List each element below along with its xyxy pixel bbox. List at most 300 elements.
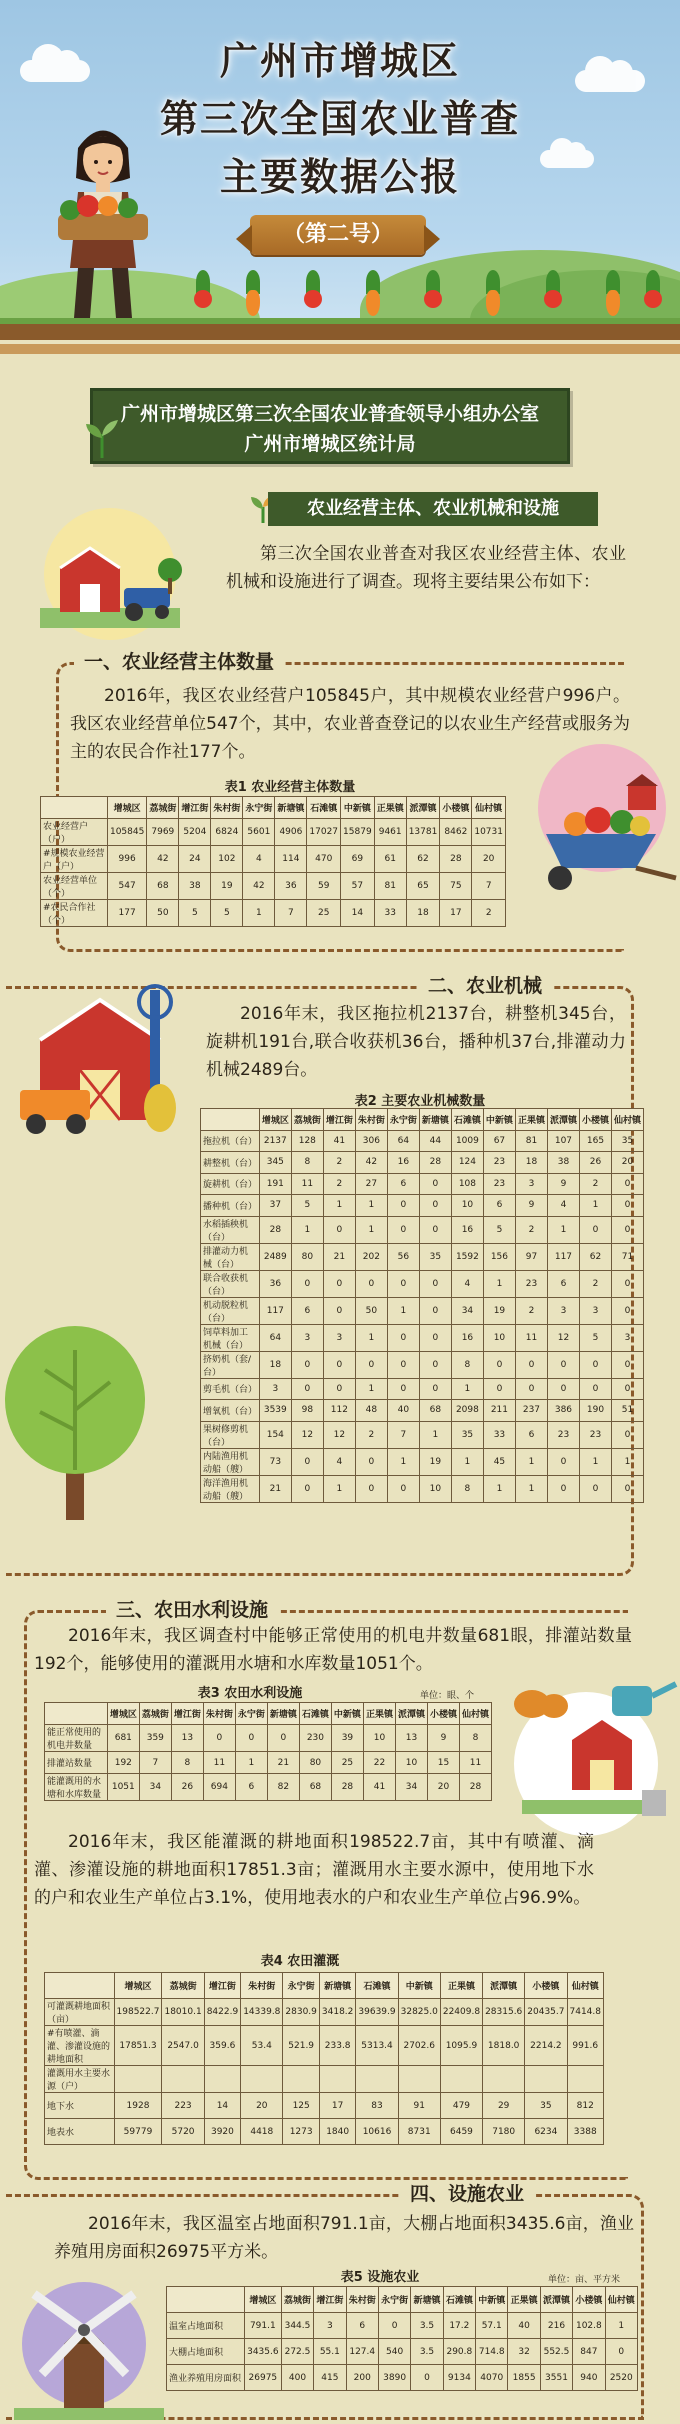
table-column-header: 石滩镇 <box>299 1703 331 1725</box>
table-cell: 8 <box>459 1725 491 1752</box>
table-cell: 3 <box>314 2313 346 2339</box>
table-cell <box>283 2066 320 2093</box>
table-row-label: 能正常使用的机电井数量 <box>45 1725 108 1752</box>
table-cell: 0 <box>419 1297 451 1324</box>
table-column-header: 中新镇 <box>483 1109 515 1131</box>
table-cell: 812 <box>567 2093 604 2119</box>
table-cell: 28 <box>459 1774 491 1801</box>
table-cell: 0 <box>387 1475 419 1502</box>
table-cell: 22409.8 <box>440 1999 482 2026</box>
table-cell: 2 <box>579 1173 611 1195</box>
table-cell: 306 <box>355 1130 387 1152</box>
tomato-icon <box>640 270 666 320</box>
table-cell: 0 <box>355 1351 387 1378</box>
table-cell: 5313.4 <box>356 2026 398 2066</box>
table-cell: 23 <box>483 1173 515 1195</box>
table-corner-cell <box>41 797 108 819</box>
table-cell: 3 <box>579 1297 611 1324</box>
table1 <box>40 796 506 927</box>
table-column-header: 中新镇 <box>341 797 375 819</box>
table-cell: 0 <box>291 1475 323 1502</box>
table-cell: 0 <box>291 1378 323 1400</box>
section2-paragraph: 2016年末，我区拖拉机2137台，耕整机345台，旋耕机191台,联合收获机36台，播种机37台,排灌动力机械2489台。 <box>206 1004 626 1080</box>
table-row-label: 温室占地面积 <box>167 2313 245 2339</box>
table-cell: 8731 <box>398 2119 440 2145</box>
table-row <box>45 2066 604 2093</box>
table-cell: 20435.7 <box>525 1999 567 2026</box>
table-row-label: 内陆渔用机动船（艘） <box>201 1448 260 1475</box>
table-cell: 0 <box>579 1378 611 1400</box>
table-column-header: 小楼镇 <box>579 1109 611 1131</box>
table-cell: 36 <box>259 1270 291 1297</box>
table-cell: 11 <box>291 1173 323 1195</box>
table-cell: 117 <box>547 1243 579 1270</box>
table-row <box>201 1195 644 1217</box>
farm-scene-icon <box>20 508 200 640</box>
table-cell: 35 <box>525 2093 567 2119</box>
table-cell: 21 <box>323 1243 355 1270</box>
table-column-header: 新塘镇 <box>275 797 307 819</box>
section4-heading: 四、设施农业 <box>400 2180 534 2208</box>
table-cell: 56 <box>387 1243 419 1270</box>
table-row-label: 农业经营单位（个） <box>41 873 108 900</box>
table-cell: 44 <box>419 1130 451 1152</box>
table-cell: 0 <box>411 2365 443 2391</box>
table-cell: 996 <box>107 846 146 873</box>
table-cell: 0 <box>547 1378 579 1400</box>
table-cell: 5 <box>179 900 211 927</box>
table-cell: 191 <box>259 1173 291 1195</box>
table-column-header: 朱村街 <box>203 1703 235 1725</box>
table-cell: 20 <box>611 1152 643 1174</box>
table-row <box>201 1173 644 1195</box>
table-cell: 65 <box>406 873 440 900</box>
table-cell: 1928 <box>114 2093 162 2119</box>
table-cell: 0 <box>611 1475 643 1502</box>
issue-ribbon: （第二号） <box>250 215 426 255</box>
table-row <box>201 1448 644 1475</box>
table-row-label: 剪毛机（台） <box>201 1378 260 1400</box>
table-cell: 2 <box>355 1421 387 1448</box>
table-cell: 2 <box>472 900 506 927</box>
table-column-header: 荔城街 <box>162 1973 204 1999</box>
section3-paragraph1: 2016年末，我区调查村中能够正常使用的机电井数量681眼，排灌站数量192个，能够使用的灌溉用水塘和水库数量1051个。 <box>34 1626 632 1674</box>
table-cell: 14 <box>204 2093 241 2119</box>
table-cell: 6234 <box>525 2119 567 2145</box>
table-cell: 0 <box>547 1448 579 1475</box>
table-column-header: 增城区 <box>107 797 146 819</box>
table-cell: 32825.0 <box>398 1999 440 2026</box>
table-cell <box>319 2066 356 2093</box>
table-column-header: 新塘镇 <box>411 2287 443 2313</box>
table-cell: 9461 <box>374 819 406 846</box>
table-cell: 7 <box>139 1752 171 1774</box>
section1-heading: 一、农业经营主体数量 <box>74 648 284 676</box>
table-cell: 8422.9 <box>204 1999 241 2026</box>
table-cell: 105845 <box>107 819 146 846</box>
table-cell: 177 <box>107 900 146 927</box>
table-cell: 1 <box>451 1448 483 1475</box>
table-cell: 73 <box>259 1448 291 1475</box>
table-cell: 15 <box>427 1752 459 1774</box>
table-cell: 81 <box>515 1130 547 1152</box>
table-row-label: #有喷灌、滴灌、渗灌设施的耕地面积 <box>45 2026 115 2066</box>
table-cell: 102.8 <box>573 2313 605 2339</box>
table-cell: 19 <box>211 873 243 900</box>
table-corner-cell <box>45 1973 115 1999</box>
table-cell: 237 <box>515 1400 547 1422</box>
table-cell <box>114 2066 162 2093</box>
table-cell: 23 <box>547 1421 579 1448</box>
table-cell: 400 <box>281 2365 313 2391</box>
table-cell: 0 <box>483 1378 515 1400</box>
table-cell: 3.5 <box>411 2339 443 2365</box>
table-cell: 124 <box>451 1152 483 1174</box>
table-cell: 28315.6 <box>483 1999 525 2026</box>
table-cell: 13 <box>395 1725 427 1752</box>
table-cell: 5 <box>483 1216 515 1243</box>
table-cell: 3418.2 <box>319 1999 356 2026</box>
table-cell: 0 <box>515 1351 547 1378</box>
table-column-header: 派潭镇 <box>483 1973 525 1999</box>
table-cell: 0 <box>378 2313 410 2339</box>
table-cell: 1 <box>515 1475 547 1502</box>
table-cell: 11 <box>515 1324 547 1351</box>
table-cell: 112 <box>323 1400 355 1422</box>
table-cell: 0 <box>579 1351 611 1378</box>
table-cell <box>525 2066 567 2093</box>
windmill-icon <box>14 2264 164 2420</box>
table-cell: 233.8 <box>319 2026 356 2066</box>
table-cell: 21 <box>259 1475 291 1502</box>
tomato-icon <box>190 270 216 320</box>
table-row-label: 排灌动力机械（台） <box>201 1243 260 1270</box>
table-cell: 35 <box>451 1421 483 1448</box>
table-cell: 1 <box>483 1475 515 1502</box>
table-cell: 13 <box>171 1725 203 1752</box>
table-cell: 19 <box>483 1297 515 1324</box>
table-cell <box>356 2066 398 2093</box>
table-cell: 39 <box>331 1725 363 1752</box>
table-column-header: 正果镇 <box>440 1973 482 1999</box>
table-cell: 1 <box>515 1448 547 1475</box>
table-cell: 39639.9 <box>356 1999 398 2026</box>
table-cell: 0 <box>355 1448 387 1475</box>
table-column-header: 正果镇 <box>508 2287 540 2313</box>
table-cell: 0 <box>203 1725 235 1752</box>
table-cell: 15879 <box>341 819 375 846</box>
table-cell: 6 <box>547 1270 579 1297</box>
table-cell: 0 <box>605 2339 637 2365</box>
table-cell: 156 <box>483 1243 515 1270</box>
table-corner-cell <box>167 2287 245 2313</box>
table-cell: 19 <box>419 1448 451 1475</box>
table-cell: 82 <box>267 1774 299 1801</box>
table-cell: 12 <box>323 1421 355 1448</box>
page-title-line3: 主要数据公报 <box>219 155 460 199</box>
table-column-header: 派潭镇 <box>406 797 440 819</box>
table-cell: 0 <box>419 1270 451 1297</box>
table-cell: 2137 <box>259 1130 291 1152</box>
table-cell: 8 <box>291 1152 323 1174</box>
table-cell: 1 <box>323 1195 355 1217</box>
table-cell: 1818.0 <box>483 2026 525 2066</box>
table-cell: 681 <box>107 1725 139 1752</box>
table-column-header: 增城区 <box>114 1973 162 1999</box>
table-cell: 154 <box>259 1421 291 1448</box>
table-cell: 33 <box>483 1421 515 1448</box>
table-row <box>41 846 506 873</box>
table4 <box>44 1972 604 2145</box>
table-cell <box>567 2066 604 2093</box>
table-row-label: 饲草料加工机械（台） <box>201 1324 260 1351</box>
table-cell: 198522.7 <box>114 1999 162 2026</box>
table3 <box>44 1702 492 1801</box>
table-column-header: 仙村镇 <box>567 1973 604 1999</box>
table-cell: 0 <box>579 1216 611 1243</box>
table-cell: 694 <box>203 1774 235 1801</box>
table-cell: 6824 <box>211 819 243 846</box>
table-cell: 53.4 <box>241 2026 283 2066</box>
table-column-header: 增城区 <box>244 2287 281 2313</box>
table-cell: 0 <box>323 1378 355 1400</box>
page-title-line1: 广州市增城区 <box>219 39 460 83</box>
table-row <box>201 1324 644 1351</box>
table-column-header: 仙村镇 <box>472 797 506 819</box>
table-cell: 20 <box>472 846 506 873</box>
table5-unit: 单位：亩、平方米 <box>548 2275 621 2285</box>
table-cell: 470 <box>307 846 341 873</box>
carrot-icon <box>240 270 266 320</box>
table-cell: 17027 <box>307 819 341 846</box>
table-cell: 3435.6 <box>244 2339 281 2365</box>
table-column-header: 仙村镇 <box>459 1703 491 1725</box>
table-cell: 40 <box>387 1400 419 1422</box>
tomato-icon <box>420 270 446 320</box>
table-cell: 10731 <box>472 819 506 846</box>
table-cell: 2 <box>515 1297 547 1324</box>
table1-caption: 表1 农业经营主体数量 <box>224 780 356 795</box>
table-cell: 50 <box>355 1297 387 1324</box>
table-row <box>201 1421 644 1448</box>
table-cell: 7 <box>387 1421 419 1448</box>
table-cell: 28 <box>419 1152 451 1174</box>
table-cell: 0 <box>355 1475 387 1502</box>
table-cell: 0 <box>419 1195 451 1217</box>
table-cell: 18 <box>406 900 440 927</box>
table-cell: 0 <box>291 1270 323 1297</box>
table-cell: 117 <box>259 1297 291 1324</box>
table-row <box>45 2093 604 2119</box>
table-cell: 2098 <box>451 1400 483 1422</box>
table-cell: 0 <box>323 1351 355 1378</box>
table-cell: 68 <box>299 1774 331 1801</box>
table-cell: 10 <box>451 1195 483 1217</box>
table-cell: 386 <box>547 1400 579 1422</box>
table-cell: 1 <box>387 1448 419 1475</box>
table-cell: 7 <box>472 873 506 900</box>
table-cell: 36 <box>275 873 307 900</box>
table-row-label: 地表水 <box>45 2119 115 2145</box>
table-column-header: 中新镇 <box>331 1703 363 1725</box>
table-cell: 9134 <box>443 2365 475 2391</box>
table-cell: 40 <box>508 2313 540 2339</box>
table-cell: 1273 <box>283 2119 320 2145</box>
table-cell: 80 <box>291 1243 323 1270</box>
table-cell: 45 <box>483 1448 515 1475</box>
table-cell: 64 <box>387 1130 419 1152</box>
table-row-label: 机动脱粒机（台） <box>201 1297 260 1324</box>
table3-unit: 单位：眼、个 <box>420 1691 475 1701</box>
table-cell: 37 <box>259 1195 291 1217</box>
table4-caption: 表4 农田灌溉 <box>260 1954 340 1969</box>
table-cell: 230 <box>299 1725 331 1752</box>
table-cell: 345 <box>259 1152 291 1174</box>
table-cell: 17 <box>319 2093 356 2119</box>
table-row <box>201 1475 644 1502</box>
table-cell: 0 <box>419 1216 451 1243</box>
table-row-label: 拖拉机（台） <box>201 1130 260 1152</box>
table-cell: 7 <box>275 900 307 927</box>
table-column-header: 石滩镇 <box>307 797 341 819</box>
table-column-header: 永宁街 <box>387 1109 419 1131</box>
table-cell: 26975 <box>244 2365 281 2391</box>
table-row <box>201 1351 644 1378</box>
table-cell: 1 <box>605 2313 637 2339</box>
table-cell: 64 <box>259 1324 291 1351</box>
table-cell: 3551 <box>540 2365 572 2391</box>
table-cell: 35 <box>611 1130 643 1152</box>
table-row-label: 可灌溉耕地面积（亩） <box>45 1999 115 2026</box>
table-cell: 4 <box>243 846 275 873</box>
table-cell: 10 <box>483 1324 515 1351</box>
table-cell: 6 <box>515 1421 547 1448</box>
table-column-header: 永宁街 <box>243 797 275 819</box>
table-cell: 5 <box>291 1195 323 1217</box>
table-cell: 107 <box>547 1130 579 1152</box>
table-column-header: 增江街 <box>171 1703 203 1725</box>
table-row <box>41 819 506 846</box>
table-cell: 50 <box>147 900 179 927</box>
table-cell: 991.6 <box>567 2026 604 2066</box>
table-cell: 23 <box>515 1270 547 1297</box>
table-column-header: 小楼镇 <box>440 797 472 819</box>
table-cell: 1 <box>451 1378 483 1400</box>
table-cell: 847 <box>573 2339 605 2365</box>
table-cell: 24 <box>179 846 211 873</box>
table-cell: 3 <box>259 1378 291 1400</box>
table-column-header: 增江街 <box>179 797 211 819</box>
table-cell: 0 <box>419 1173 451 1195</box>
table-column-header: 荔城街 <box>291 1109 323 1131</box>
table-cell: 0 <box>419 1351 451 1378</box>
table-cell: 290.8 <box>443 2339 475 2365</box>
table-cell: 3920 <box>204 2119 241 2145</box>
table-cell: 67 <box>483 1130 515 1152</box>
table-cell: 2 <box>323 1152 355 1174</box>
table-cell: 51 <box>611 1400 643 1422</box>
table-cell: 17851.3 <box>114 2026 162 2066</box>
section-tab-main: 农业经营主体、农业机械和设施 <box>268 492 598 526</box>
table-cell: 547 <box>107 873 146 900</box>
table-cell: 0 <box>611 1173 643 1195</box>
table-column-header: 仙村镇 <box>605 2287 637 2313</box>
table-column-header: 派潭镇 <box>547 1109 579 1131</box>
table-row <box>201 1400 644 1422</box>
table-cell: 97 <box>515 1243 547 1270</box>
table-cell: 59779 <box>114 2119 162 2145</box>
table-cell: 83 <box>356 2093 398 2119</box>
table-cell: 0 <box>323 1216 355 1243</box>
table-cell: 81 <box>374 873 406 900</box>
table-cell: 359.6 <box>204 2026 241 2066</box>
table-cell: 3 <box>611 1324 643 1351</box>
table-cell: 29 <box>483 2093 525 2119</box>
table-row <box>45 1752 492 1774</box>
table-cell <box>398 2066 440 2093</box>
table-cell: 18 <box>515 1152 547 1174</box>
table-cell: 48 <box>355 1400 387 1422</box>
table-cell: 1 <box>323 1475 355 1502</box>
table-cell: 0 <box>611 1195 643 1217</box>
table-column-header: 增江街 <box>204 1973 241 1999</box>
table-cell: 1 <box>243 900 275 927</box>
table-cell: 0 <box>323 1270 355 1297</box>
table-row <box>167 2313 638 2339</box>
sprout-icon <box>84 418 120 458</box>
table2-caption: 表2 主要农业机械数量 <box>354 1094 486 1109</box>
wheelbarrow-icon <box>506 738 680 894</box>
table-cell: 7180 <box>483 2119 525 2145</box>
table-cell: 4 <box>451 1270 483 1297</box>
table-cell <box>204 2066 241 2093</box>
tree-icon <box>0 1320 150 1520</box>
carrot-icon <box>360 270 386 320</box>
table-cell: 20 <box>427 1774 459 1801</box>
table-cell: 940 <box>573 2365 605 2391</box>
table-cell: 61 <box>374 846 406 873</box>
table-column-header: 增城区 <box>107 1703 139 1725</box>
table-cell: 34 <box>451 1297 483 1324</box>
table-cell: 25 <box>307 900 341 927</box>
table-cell: 2214.2 <box>525 2026 567 2066</box>
table-cell: 1 <box>235 1752 267 1774</box>
table-row-label: 地下水 <box>45 2093 115 2119</box>
table-cell: 26 <box>579 1152 611 1174</box>
table-cell: 2489 <box>259 1243 291 1270</box>
table-cell: 20 <box>241 2093 283 2119</box>
table-row <box>201 1378 644 1400</box>
table-cell: 344.5 <box>281 2313 313 2339</box>
table-cell: 6 <box>387 1173 419 1195</box>
table-cell: 69 <box>341 846 375 873</box>
table-cell: 2 <box>323 1173 355 1195</box>
table-cell: 34 <box>139 1774 171 1801</box>
table-cell: 190 <box>579 1400 611 1422</box>
table-cell: 0 <box>419 1324 451 1351</box>
table-cell: 3388 <box>567 2119 604 2145</box>
table-row-label: 耕整机（台） <box>201 1152 260 1174</box>
table-row-label: 挤奶机（套/台） <box>201 1351 260 1378</box>
table-cell: 0 <box>387 1324 419 1351</box>
table-row <box>45 1725 492 1752</box>
table-cell: 62 <box>579 1243 611 1270</box>
table-cell: 17 <box>440 900 472 927</box>
table-cell: 12 <box>547 1324 579 1351</box>
table-column-header: 永宁街 <box>378 2287 410 2313</box>
table-cell: 1855 <box>508 2365 540 2391</box>
table-cell: 0 <box>235 1725 267 1752</box>
